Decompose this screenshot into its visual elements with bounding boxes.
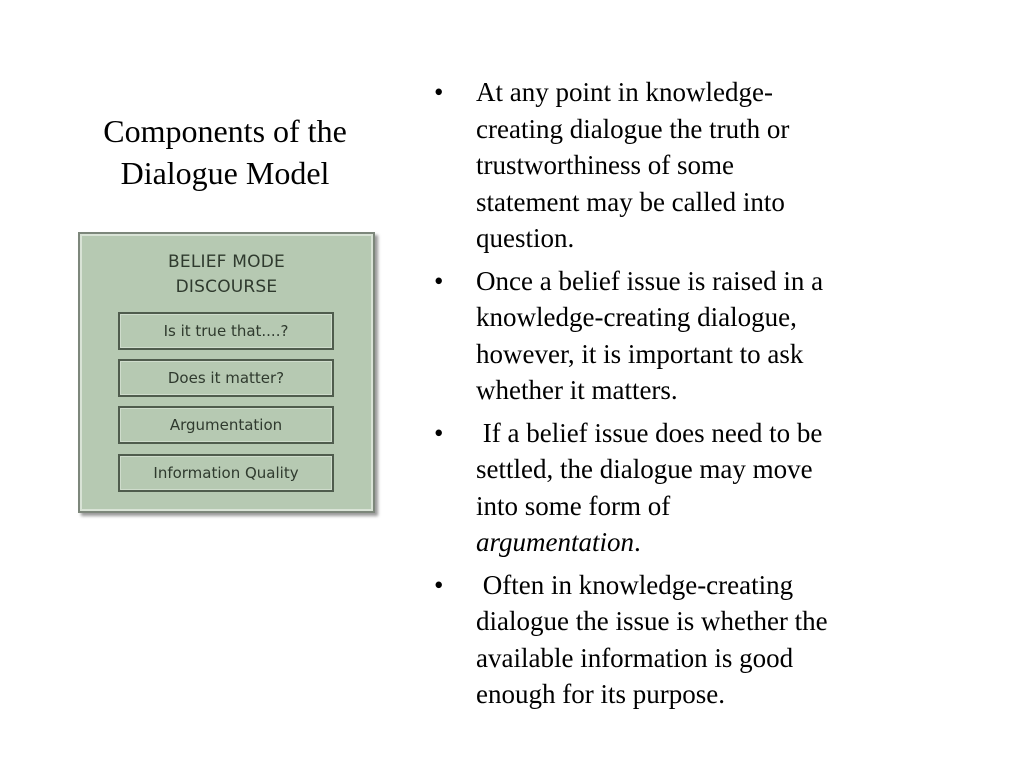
bullet-marker: •: [434, 417, 444, 448]
slide-title-line-2: Dialogue Model: [120, 155, 330, 191]
bullet-line: available information is good: [476, 642, 794, 673]
bullet-item-1: [434, 74, 934, 257]
bullet-list: [434, 74, 934, 719]
bullet-marker: •: [434, 569, 444, 600]
bullet-line: knowledge-creating dialogue,: [476, 302, 797, 332]
bullet-line: into some form of: [476, 490, 671, 521]
bullet-text: [476, 567, 934, 713]
diagram-heading: [80, 250, 373, 300]
diagram-box-information-quality: Information Quality: [118, 454, 334, 492]
bullet-item-3: [434, 415, 934, 561]
bullet-line: dialogue the issue is whether the: [476, 606, 828, 636]
bullet-line: If a belief issue does need to be: [476, 417, 823, 448]
diagram-box-is-it-true: Is it true that....?: [118, 312, 334, 350]
bullet-line: trustworthiness of some: [476, 150, 734, 180]
diagram-box-does-it-matter: Does it matter?: [118, 359, 334, 397]
bullet-line: statement may be called into: [476, 186, 785, 217]
slide-title-line-1: Components of the: [103, 113, 347, 149]
bullet-line: settled, the dialogue may move: [476, 454, 813, 484]
diagram-heading-line-1: BELIEF MODE: [168, 252, 285, 272]
diagram-heading-line-2: DISCOURSE: [175, 277, 278, 297]
belief-mode-diagram: [78, 232, 375, 513]
bullet-line: whether it matters.: [476, 375, 678, 405]
bullet-marker: •: [434, 77, 444, 107]
bullet-text: [476, 74, 934, 257]
bullet-line: question.: [476, 223, 575, 253]
bullet-item-4: [434, 567, 934, 713]
emphasis-suffix: .: [634, 527, 641, 557]
diagram-box-argumentation: Argumentation: [118, 406, 334, 444]
bullet-line: Often in knowledge-creating: [476, 569, 794, 600]
bullet-text: [476, 263, 934, 409]
bullet-line: enough for its purpose.: [476, 679, 725, 709]
bullet-line-emphasis: [476, 524, 934, 561]
slide-title: [60, 110, 390, 194]
bullet-line: At any point in knowledge-: [476, 77, 773, 107]
bullet-marker: •: [434, 265, 444, 296]
bullet-line: however, it is important to ask: [476, 338, 804, 369]
emphasis-word: argumentation: [476, 527, 634, 557]
bullet-text: [476, 415, 934, 561]
bullet-line: creating dialogue the truth or: [476, 113, 790, 144]
bullet-item-2: [434, 263, 934, 409]
bullet-line: Once a belief issue is raised in a: [476, 265, 824, 296]
